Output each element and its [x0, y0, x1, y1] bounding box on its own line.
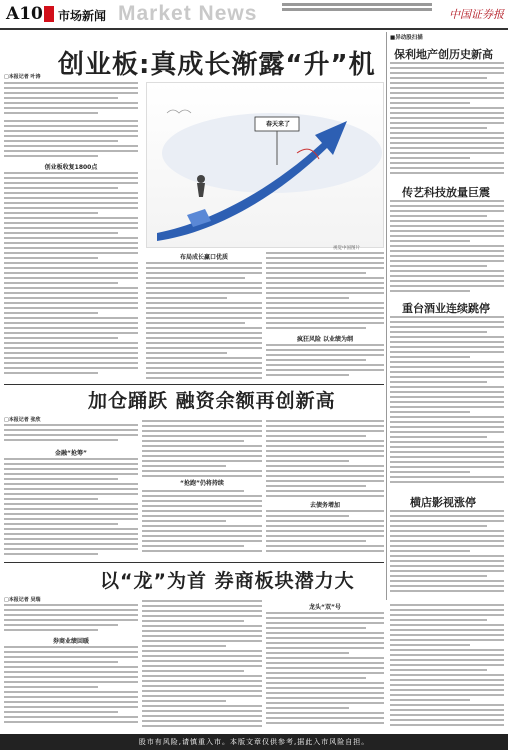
lead-headline: 创业板:真成长渐露“升”机: [58, 50, 376, 80]
sidebar-text-4: [390, 510, 504, 598]
sidebar-title-1: 保利地产创历史新高: [394, 48, 493, 61]
third-text-col2: [142, 600, 262, 730]
third-text-col4: [390, 604, 504, 730]
column-divider: [386, 32, 387, 600]
section-marker: [44, 6, 54, 22]
second-text-col2: [142, 420, 262, 556]
third-subhead-1: 券商业绩回暖: [52, 638, 89, 645]
third-text-col1b: [4, 646, 138, 730]
second-subhead-3: 去债务增加: [266, 500, 384, 509]
lead-text-col1c: [4, 172, 138, 384]
second-subhead-2: “抢跑”仍将持续: [142, 478, 262, 487]
page-number: A10: [6, 4, 43, 24]
issue-info: [282, 3, 432, 13]
third-subhead-2: 龙头“双”号: [266, 602, 384, 611]
second-subhead-1: 金融“抢筹”: [55, 450, 87, 457]
lead-text-col1a: [4, 82, 138, 120]
third-text-col1a: [4, 604, 138, 634]
story-divider-1: [4, 384, 384, 385]
footer-disclaimer: 股市有风险,请慎重入市。本版文章仅供参考,据此入市风险自担。: [0, 734, 508, 750]
sidebar-title-3: 重台酒业连续跳停: [402, 302, 490, 315]
second-text-col1b: [4, 458, 138, 556]
story-divider-2: [4, 562, 384, 563]
second-byline: □本报记者 张欣: [4, 417, 41, 423]
lead-illustration: [146, 82, 384, 248]
third-text-col3: [266, 612, 384, 730]
sidebar-text-3: [390, 316, 504, 490]
section-title-en: Market News: [118, 2, 258, 25]
sidebar-title-4: 横店影视涨停: [410, 496, 476, 509]
lead-subhead-3: 疯狂风险 以业绩为纲: [296, 336, 354, 343]
second-headline: 加仓踊跃 融资余额再创新高: [88, 390, 336, 412]
illustration-caption: 视觉中国图片: [333, 246, 360, 251]
lead-subhead-2: 布局成长赢口优质: [179, 254, 228, 261]
lead-byline: □本报记者 叶涛: [4, 74, 41, 80]
second-text-col3: [266, 420, 384, 556]
illustration-sign-text: 春天来了: [265, 121, 290, 128]
lead-text-col2: [146, 262, 262, 382]
sidebar-tag: ■异动股扫描: [390, 35, 423, 41]
masthead: [0, 0, 508, 30]
lead-text-col3b: [266, 344, 384, 382]
third-byline: □本报记者 吴瑞: [4, 597, 41, 603]
third-headline: 以“龙”为首 券商板块潜力大: [100, 570, 355, 592]
rising-arrow-illustration: [147, 83, 384, 248]
lead-text-col1b: [4, 120, 138, 160]
paper-name: 中国证券报: [449, 8, 504, 21]
sidebar-title-2: 传艺科技放量巨震: [402, 186, 490, 199]
sidebar-text-2: [390, 200, 504, 296]
section-title: 市场新闻: [58, 9, 107, 23]
sidebar-text-1: [390, 62, 504, 180]
lead-text-col3: [266, 252, 384, 332]
lead-subhead-1: 创业板收复1800点: [44, 164, 98, 171]
second-text-col1a: [4, 424, 138, 446]
